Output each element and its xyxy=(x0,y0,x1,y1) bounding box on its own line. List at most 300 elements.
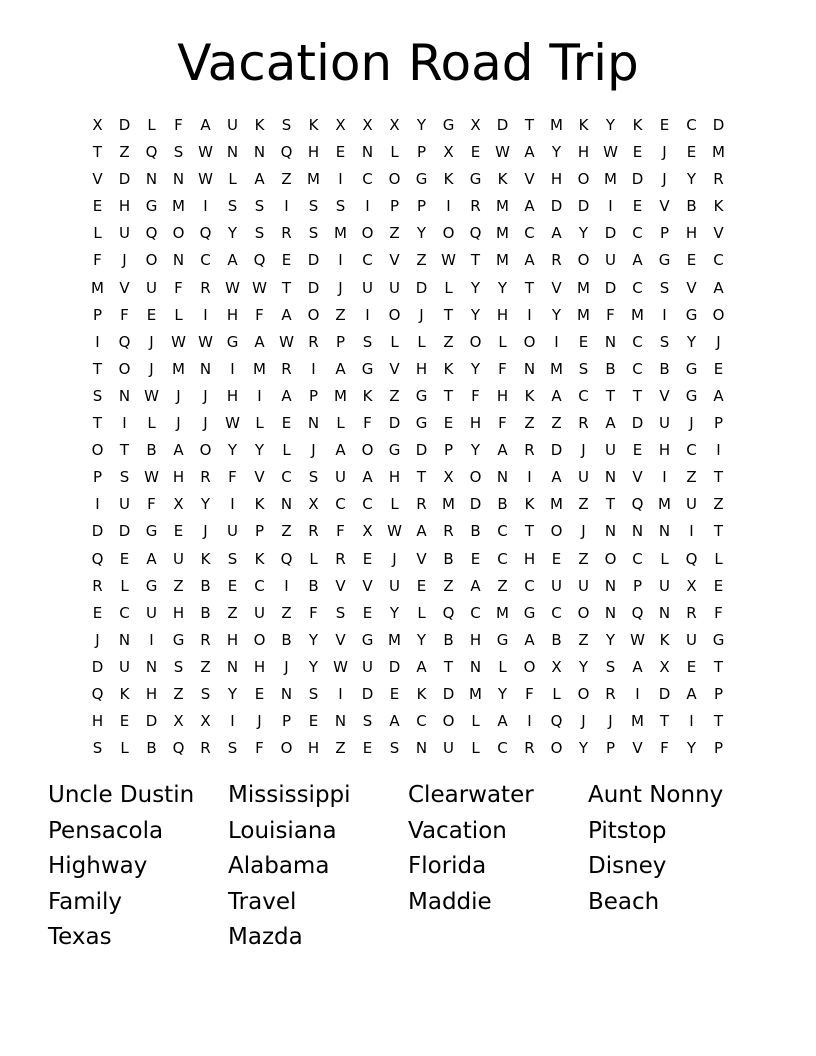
grid-letter: L xyxy=(147,414,156,433)
grid-letter: Z xyxy=(551,414,562,433)
grid-letter: O xyxy=(550,522,563,541)
grid-letter: C xyxy=(524,576,535,595)
grid-letter: V xyxy=(362,576,373,595)
grid-letter: W xyxy=(279,332,294,351)
grid-letter: W xyxy=(630,630,645,649)
word-list-item: Beach xyxy=(588,888,660,915)
grid-letter: D xyxy=(307,251,320,270)
grid-letter: R xyxy=(281,224,292,243)
grid-letter: P xyxy=(713,414,724,433)
grid-letter: K xyxy=(524,495,535,514)
grid-letter: I xyxy=(284,197,289,216)
grid-letter: N xyxy=(604,522,617,541)
grid-letter: L xyxy=(336,414,345,433)
grid-letter: S xyxy=(308,197,319,216)
grid-letter: H xyxy=(388,468,401,487)
grid-letter: Y xyxy=(497,278,508,297)
grid-letter: I xyxy=(608,197,613,216)
grid-letter: M xyxy=(577,278,590,297)
grid-letter: N xyxy=(145,657,158,676)
grid-letter: P xyxy=(92,305,103,324)
grid-letter: E xyxy=(632,143,643,162)
grid-letter: B xyxy=(659,359,670,378)
grid-letter: U xyxy=(686,495,697,514)
word-list-item: Pitstop xyxy=(588,817,667,844)
grid-letter: G xyxy=(415,386,428,405)
grid-letter: R xyxy=(200,278,211,297)
grid-letter: O xyxy=(91,441,104,460)
grid-letter: J xyxy=(122,251,127,270)
grid-letter: L xyxy=(282,441,291,460)
grid-letter: R xyxy=(443,522,454,541)
word-list-item: Highway xyxy=(48,853,148,880)
grid-letter: O xyxy=(253,630,266,649)
grid-letter: C xyxy=(200,251,211,270)
grid-letter: E xyxy=(362,739,373,758)
grid-letter: V xyxy=(389,251,400,270)
grid-letter: N xyxy=(280,495,293,514)
grid-letter: H xyxy=(469,414,482,433)
grid-letter: C xyxy=(470,603,481,622)
grid-letter: H xyxy=(307,143,320,162)
grid-letter: T xyxy=(416,468,427,487)
grid-letter: S xyxy=(173,143,184,162)
grid-letter: U xyxy=(389,576,400,595)
grid-letter: Q xyxy=(172,739,185,758)
grid-letter: B xyxy=(200,603,211,622)
grid-letter: Q xyxy=(280,549,293,568)
word-list-item: Vacation xyxy=(408,817,507,844)
grid-letter: C xyxy=(632,359,643,378)
grid-letter: E xyxy=(632,197,643,216)
grid-letter: D xyxy=(388,414,401,433)
grid-letter: E xyxy=(713,576,724,595)
grid-letter: L xyxy=(174,305,183,324)
grid-letter: S xyxy=(254,197,265,216)
grid-letter: C xyxy=(632,332,643,351)
grid-letter: W xyxy=(144,386,159,405)
grid-letter: L xyxy=(255,414,264,433)
grid-letter: Q xyxy=(91,549,104,568)
grid-letter: M xyxy=(334,224,347,243)
grid-letter: C xyxy=(632,224,643,243)
grid-letter: F xyxy=(525,684,534,703)
grid-letter: O xyxy=(550,739,563,758)
grid-letter: J xyxy=(581,441,586,460)
grid-letter: Z xyxy=(173,576,184,595)
grid-letter: D xyxy=(118,170,131,189)
grid-letter: U xyxy=(227,116,238,134)
word-list-item: Disney xyxy=(588,853,667,880)
grid-letter: E xyxy=(362,603,373,622)
grid-letter: A xyxy=(524,143,535,162)
grid-letter: E xyxy=(551,549,562,568)
grid-letter: U xyxy=(605,441,616,460)
grid-letter: P xyxy=(281,712,292,731)
grid-letter: Q xyxy=(91,684,104,703)
grid-letter: U xyxy=(605,251,616,270)
grid-letter: O xyxy=(577,170,590,189)
grid-letter: A xyxy=(713,278,724,297)
grid-letter: O xyxy=(469,332,482,351)
grid-letter: H xyxy=(496,386,509,405)
grid-letter: J xyxy=(581,712,586,731)
grid-letter: Y xyxy=(686,332,697,351)
grid-letter: S xyxy=(227,197,238,216)
grid-letter: U xyxy=(362,657,373,676)
grid-letter: V xyxy=(335,576,346,595)
grid-letter: I xyxy=(365,305,370,324)
grid-letter: D xyxy=(91,522,104,541)
grid-letter: G xyxy=(388,441,401,460)
grid-letter: G xyxy=(658,251,671,270)
grid-letter: O xyxy=(307,305,320,324)
grid-letter: C xyxy=(524,224,535,243)
grid-letter: X xyxy=(200,712,211,731)
grid-letter: G xyxy=(523,603,536,622)
grid-letter: Z xyxy=(173,684,184,703)
grid-letter: R xyxy=(713,170,724,189)
grid-letter: W xyxy=(333,657,348,676)
grid-letter: S xyxy=(578,359,589,378)
grid-letter: K xyxy=(578,116,589,134)
grid-letter: E xyxy=(713,359,724,378)
grid-letter: O xyxy=(577,603,590,622)
grid-letter: M xyxy=(496,224,509,243)
grid-letter: O xyxy=(523,332,536,351)
grid-letter: L xyxy=(498,657,507,676)
grid-letter: B xyxy=(443,549,454,568)
grid-letter: L xyxy=(714,549,723,568)
grid-letter: K xyxy=(632,116,643,134)
grid-letter: S xyxy=(200,684,211,703)
grid-letter: O xyxy=(118,359,131,378)
grid-letter: N xyxy=(280,684,293,703)
grid-letter: E xyxy=(578,332,589,351)
grid-letter: E xyxy=(308,712,319,731)
grid-letter: Y xyxy=(416,116,427,134)
grid-letter: S xyxy=(92,386,103,405)
grid-letter: M xyxy=(550,359,563,378)
grid-letter: S xyxy=(362,332,373,351)
grid-letter: Q xyxy=(118,332,131,351)
grid-letter: Y xyxy=(227,684,238,703)
grid-letter: T xyxy=(470,251,481,270)
grid-letter: M xyxy=(631,305,644,324)
grid-letter: U xyxy=(362,278,373,297)
grid-letter: I xyxy=(311,359,316,378)
grid-letter: Z xyxy=(389,224,400,243)
grid-letter: D xyxy=(415,278,428,297)
grid-letter: U xyxy=(119,657,130,676)
grid-letter: A xyxy=(497,712,508,731)
grid-letter: W xyxy=(603,143,618,162)
grid-letter: H xyxy=(496,305,509,324)
grid-letter: E xyxy=(416,576,427,595)
grid-letter: Q xyxy=(199,224,212,243)
grid-letter: D xyxy=(631,170,644,189)
grid-letter: J xyxy=(284,657,289,676)
grid-letter: K xyxy=(713,197,724,216)
grid-letter: P xyxy=(416,143,427,162)
grid-letter: D xyxy=(442,684,455,703)
grid-letter: I xyxy=(527,468,532,487)
grid-letter: S xyxy=(227,739,238,758)
grid-letter: X xyxy=(659,657,670,676)
grid-letter: C xyxy=(362,495,373,514)
grid-letter: L xyxy=(93,224,102,243)
grid-letter: T xyxy=(443,305,454,324)
grid-letter: L xyxy=(417,603,426,622)
grid-letter: R xyxy=(416,495,427,514)
grid-letter: O xyxy=(442,712,455,731)
grid-letter: V xyxy=(92,170,103,189)
grid-letter: B xyxy=(686,197,697,216)
grid-letter: V xyxy=(713,224,724,243)
grid-letter: U xyxy=(254,603,265,622)
word-list xyxy=(48,778,768,956)
grid-letter: A xyxy=(551,468,562,487)
grid-letter: X xyxy=(362,116,373,134)
grid-letter: O xyxy=(361,441,374,460)
grid-letter: N xyxy=(172,170,185,189)
word-list-item: Travel xyxy=(228,888,297,915)
grid-letter: G xyxy=(361,359,374,378)
grid-letter: L xyxy=(390,143,399,162)
grid-letter: D xyxy=(496,116,509,134)
grid-letter: Y xyxy=(308,630,319,649)
grid-letter: D xyxy=(604,224,617,243)
grid-letter: A xyxy=(551,224,562,243)
grid-letter: F xyxy=(309,603,318,622)
grid-letter: I xyxy=(716,441,721,460)
grid-letter: C xyxy=(362,170,373,189)
grid-letter: V xyxy=(686,278,697,297)
grid-letter: E xyxy=(146,305,157,324)
grid-letter: K xyxy=(254,549,265,568)
grid-letter: P xyxy=(416,197,427,216)
grid-letter: C xyxy=(119,603,130,622)
grid-letter: O xyxy=(199,441,212,460)
grid-letter: Y xyxy=(254,441,265,460)
grid-letter: Z xyxy=(416,251,427,270)
grid-letter: T xyxy=(713,712,724,731)
grid-letter: N xyxy=(253,143,266,162)
grid-letter: U xyxy=(659,576,670,595)
grid-letter: J xyxy=(203,386,208,405)
grid-letter: Z xyxy=(578,630,589,649)
grid-letter: N xyxy=(226,143,239,162)
grid-letter: T xyxy=(92,414,103,433)
grid-letter: M xyxy=(307,170,320,189)
grid-letter: A xyxy=(686,684,697,703)
grid-letter: Z xyxy=(119,143,130,162)
grid-letter: J xyxy=(581,522,586,541)
grid-letter: A xyxy=(335,441,346,460)
grid-letter: O xyxy=(712,305,725,324)
grid-letter: E xyxy=(281,414,292,433)
grid-letter: O xyxy=(469,468,482,487)
grid-letter: Y xyxy=(578,657,589,676)
grid-letter: U xyxy=(119,224,130,243)
grid-letter: F xyxy=(714,603,723,622)
grid-letter: O xyxy=(442,224,455,243)
grid-letter: O xyxy=(388,305,401,324)
grid-letter: A xyxy=(497,441,508,460)
grid-letter: Y xyxy=(470,441,481,460)
grid-letter: L xyxy=(147,116,156,134)
grid-letter: N xyxy=(604,332,617,351)
grid-letter: J xyxy=(149,359,154,378)
grid-letter: M xyxy=(442,495,455,514)
grid-letter: R xyxy=(200,630,211,649)
grid-letter: X xyxy=(686,576,697,595)
grid-letter: D xyxy=(118,116,131,134)
grid-letter: U xyxy=(659,414,670,433)
grid-letter: L xyxy=(309,549,318,568)
page-title: Vacation Road Trip xyxy=(177,34,639,92)
grid-letter: N xyxy=(172,251,185,270)
grid-letter: H xyxy=(91,712,104,731)
grid-letter: I xyxy=(230,495,235,514)
grid-letter: H xyxy=(415,359,428,378)
grid-letter: M xyxy=(550,495,563,514)
grid-letter: L xyxy=(417,332,426,351)
grid-letter: G xyxy=(469,170,482,189)
word-list-item: Alabama xyxy=(228,853,330,880)
grid-letter: A xyxy=(389,712,400,731)
word-list-item: Maddie xyxy=(408,888,492,915)
grid-letter: I xyxy=(203,197,208,216)
word-list-item: Clearwater xyxy=(408,782,534,808)
grid-letter: T xyxy=(524,116,535,134)
grid-letter: I xyxy=(527,305,532,324)
grid-letter: I xyxy=(95,332,100,351)
grid-letter: Z xyxy=(281,522,292,541)
grid-letter: K xyxy=(119,684,130,703)
grid-letter: G xyxy=(415,414,428,433)
grid-letter: M xyxy=(496,197,509,216)
grid-letter: H xyxy=(685,224,698,243)
grid-letter: S xyxy=(335,603,346,622)
grid-letter: Z xyxy=(686,468,697,487)
grid-letter: M xyxy=(550,116,563,134)
grid-letter: V xyxy=(335,630,346,649)
grid-letter: G xyxy=(226,332,239,351)
grid-letter: S xyxy=(227,549,238,568)
grid-letter: Y xyxy=(470,278,481,297)
grid-letter: E xyxy=(281,251,292,270)
grid-letter: L xyxy=(552,684,561,703)
grid-letter: B xyxy=(281,630,292,649)
grid-letter: W xyxy=(225,278,240,297)
grid-letter: A xyxy=(416,522,427,541)
grid-letter: J xyxy=(176,386,181,405)
grid-letter: B xyxy=(605,359,616,378)
grid-letter: M xyxy=(604,170,617,189)
grid-letter: Y xyxy=(470,359,481,378)
grid-letter: O xyxy=(523,657,536,676)
grid-letter: X xyxy=(551,657,562,676)
grid-letter: R xyxy=(551,251,562,270)
grid-letter: D xyxy=(631,414,644,433)
grid-letter: G xyxy=(415,170,428,189)
grid-letter: J xyxy=(311,441,316,460)
grid-letter: B xyxy=(443,630,454,649)
grid-letter: P xyxy=(92,468,103,487)
grid-letter: S xyxy=(335,197,346,216)
grid-letter: J xyxy=(338,278,343,297)
grid-letter: J xyxy=(662,170,667,189)
grid-letter: L xyxy=(120,739,129,758)
grid-letter: Y xyxy=(686,170,697,189)
grid-letter: O xyxy=(577,684,590,703)
grid-letter: P xyxy=(632,576,643,595)
grid-letter: Q xyxy=(685,549,698,568)
grid-letter: R xyxy=(308,522,319,541)
grid-letter: R xyxy=(470,197,481,216)
grid-letter: T xyxy=(713,657,724,676)
grid-letter: M xyxy=(388,630,401,649)
grid-letter: W xyxy=(387,522,402,541)
grid-letter: Y xyxy=(605,630,616,649)
grid-letter: H xyxy=(253,657,266,676)
grid-letter: B xyxy=(470,522,481,541)
grid-letter: P xyxy=(659,224,670,243)
grid-letter: G xyxy=(145,522,158,541)
grid-letter: N xyxy=(226,657,239,676)
grid-letter: E xyxy=(119,549,130,568)
grid-letter: Z xyxy=(281,603,292,622)
grid-letter: M xyxy=(469,684,482,703)
grid-letter: F xyxy=(336,522,345,541)
grid-letter: D xyxy=(145,712,158,731)
grid-letter: F xyxy=(498,359,507,378)
grid-letter: O xyxy=(388,170,401,189)
grid-letter: Q xyxy=(631,495,644,514)
grid-letter: N xyxy=(496,468,509,487)
grid-letter: I xyxy=(689,522,694,541)
grid-letter: Z xyxy=(200,657,211,676)
grid-letter: Z xyxy=(389,386,400,405)
grid-letter: N xyxy=(469,657,482,676)
grid-letter: P xyxy=(389,197,400,216)
grid-letter: T xyxy=(632,386,643,405)
grid-letter: P xyxy=(605,739,616,758)
grid-letter: T xyxy=(443,386,454,405)
grid-letter: Q xyxy=(253,251,266,270)
grid-letter: T xyxy=(605,495,616,514)
grid-letter: N xyxy=(631,522,644,541)
grid-letter: N xyxy=(604,576,617,595)
grid-letter: M xyxy=(172,197,185,216)
grid-letter: U xyxy=(578,468,589,487)
grid-letter: M xyxy=(577,305,590,324)
grid-letter: T xyxy=(713,468,724,487)
grid-letter: H xyxy=(172,468,185,487)
grid-letter: A xyxy=(416,657,427,676)
grid-letter: W xyxy=(198,143,213,162)
grid-letter: D xyxy=(469,495,482,514)
grid-letter: N xyxy=(604,468,617,487)
grid-letter: N xyxy=(145,170,158,189)
grid-letter: O xyxy=(361,224,374,243)
grid-letter: I xyxy=(446,197,451,216)
grid-letter: H xyxy=(118,197,131,216)
grid-letter: R xyxy=(308,332,319,351)
grid-letter: A xyxy=(335,359,346,378)
grid-letter: Y xyxy=(389,603,400,622)
